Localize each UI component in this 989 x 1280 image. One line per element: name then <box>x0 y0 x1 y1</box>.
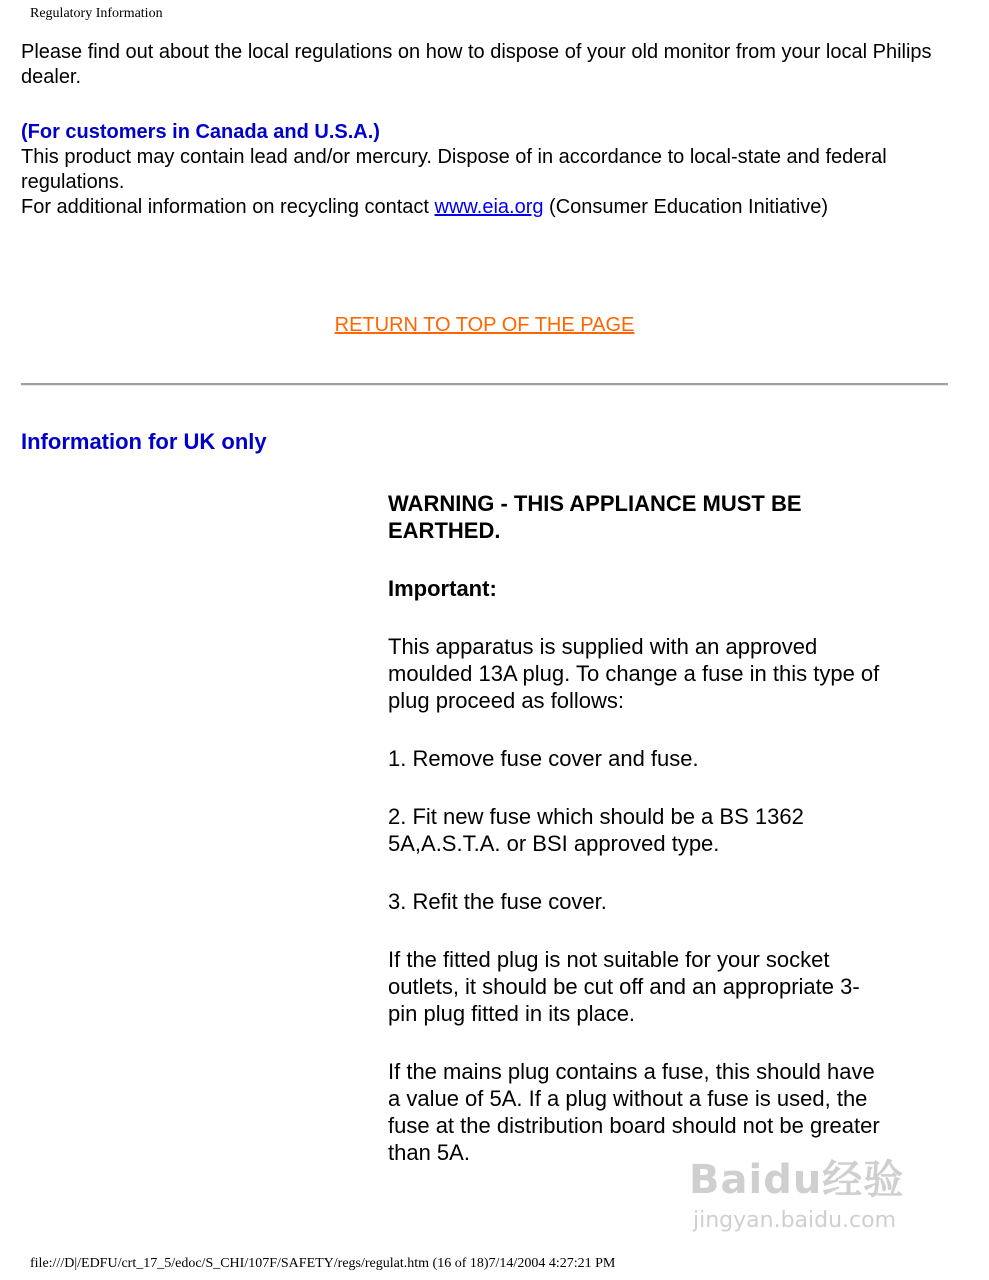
uk-important-label: Important: <box>388 576 497 601</box>
uk-paragraph-socket: If the fitted plug is not suitable for your socket outlets, it should be cut off and an appropriate 3-pin plug fitted in its place. <box>388 947 860 1026</box>
uk-warning: WARNING - THIS APPLIANCE MUST BE EARTHED. <box>388 491 802 543</box>
uk-paragraph-fuse: If the mains plug contains a fuse, this should have a value of 5A. If a plug without a fuse is used, the fuse at the distribution board should not be greater than 5A. <box>388 1059 880 1165</box>
uk-step-1: 1. Remove fuse cover and fuse. <box>388 746 699 771</box>
eia-link[interactable]: www.eia.org <box>434 196 544 218</box>
canada-usa-line2-suffix: (Consumer Education Initiative) <box>543 196 829 218</box>
return-to-top-link[interactable]: RETURN TO TOP OF THE PAGE <box>334 314 635 336</box>
uk-content-column <box>388 490 888 1197</box>
horizontal-divider <box>21 383 948 386</box>
uk-paragraph-plug: This apparatus is supplied with an approved moulded 13A plug. To change a fuse in this type of plug proceed as follows: <box>388 634 880 713</box>
uk-step-2: 2. Fit new fuse which should be a BS 1362 5A,A.S.T.A. or BSI approved type. <box>388 804 804 856</box>
canada-usa-section <box>21 120 951 220</box>
canada-usa-line1: This product may contain lead and/or mercury. Dispose of in accordance to local-state and federal regulations. <box>21 146 887 193</box>
page-header-title: Regulatory Information <box>30 6 163 21</box>
uk-step-3: 3. Refit the fuse cover. <box>388 889 607 914</box>
baidu-watermark <box>689 1148 929 1248</box>
watermark-site: jingyan.baidu.com <box>693 1208 897 1233</box>
uk-section-heading: Information for UK only <box>21 429 267 454</box>
canada-usa-line2 <box>21 195 951 220</box>
canada-usa-line2-prefix: For additional information on recycling contact <box>21 196 435 218</box>
canada-usa-heading: (For customers in Canada and U.S.A.) <box>21 121 380 143</box>
footer-file-path: file:///D|/EDFU/crt_17_5/edoc/S_CHI/107F/SAFETY/regs/regulat.htm (16 of 18)7/14/2004 4:27:21 PM <box>30 1256 616 1271</box>
intro-paragraph: Please find out about the local regulations on how to dispose of your old monitor from your local Philips dealer. <box>21 41 932 88</box>
return-to-top-container <box>0 313 969 338</box>
watermark-brand: Baidu经验 <box>689 1157 905 1203</box>
